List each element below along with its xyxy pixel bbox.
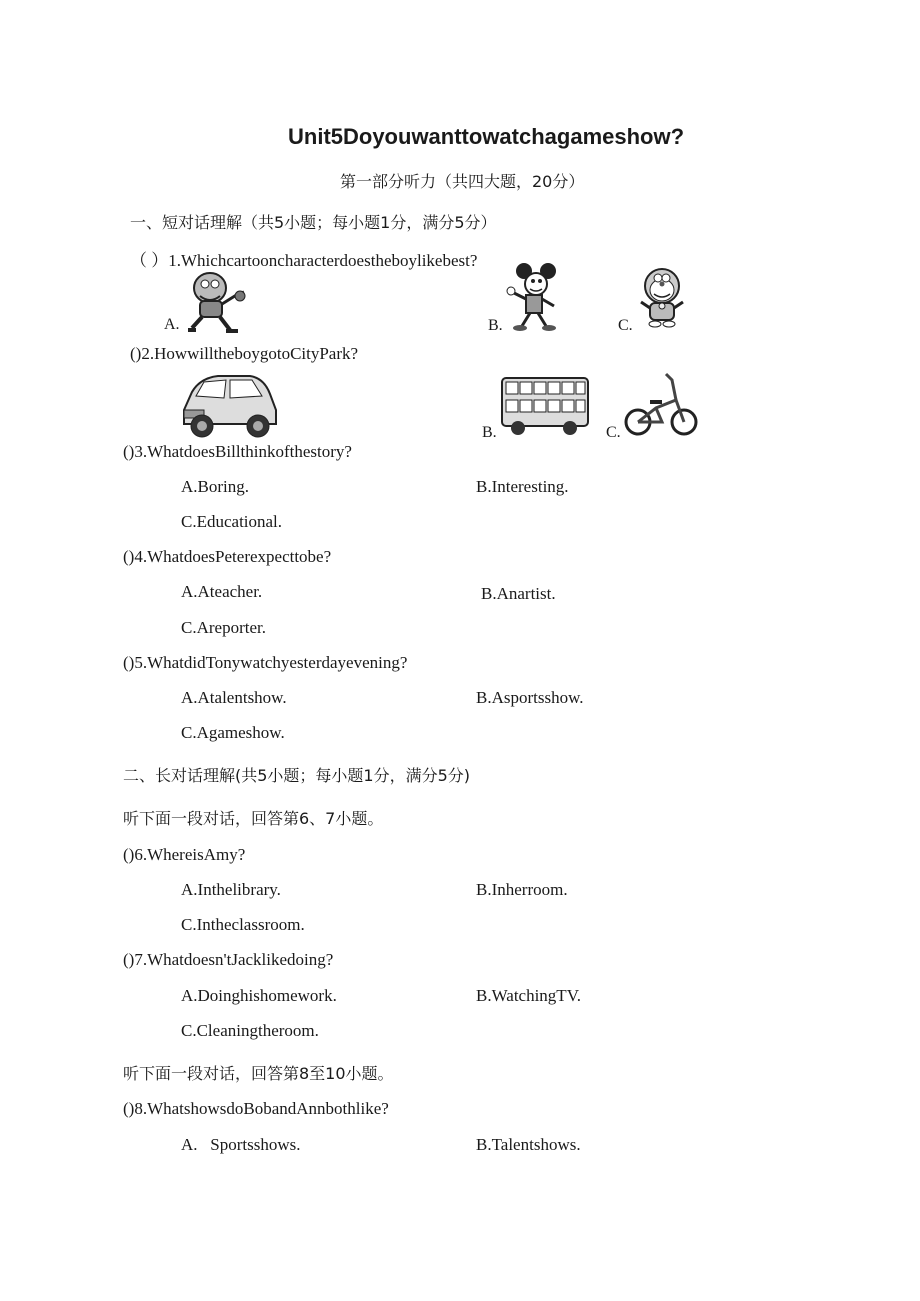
question-7: ()7.Whatdoesn'tJacklikedoing?	[123, 950, 334, 969]
question-2: ()2.HowwilltheboygotoCityPark?	[130, 344, 359, 363]
question-5: ()5.WhatdidTonywatchyesterdayevening?	[123, 653, 408, 672]
option-b: B.Talentshows.	[476, 1135, 581, 1154]
question-1: （ ）1.Whichcartooncharacterdoestheboylikebest?	[130, 251, 478, 270]
section2-intro-2: 听下面一段对话，回答第8至10小题。	[123, 1064, 394, 1083]
section2-heading: 二、长对话理解(共5小题；每小题1分，满分5分)	[123, 766, 471, 785]
bicycle-icon	[622, 370, 700, 440]
cartoon-character-icon	[180, 268, 250, 334]
option-label-c: C.	[618, 317, 633, 334]
section1-heading: 一、短对话理解（共5小题；每小题1分，满分5分）	[130, 213, 497, 232]
section2-intro-1: 听下面一段对话，回答第6、7小题。	[123, 809, 384, 828]
question-6: ()6.WhereisAmy?	[123, 845, 246, 864]
section-subtitle: 第一部分听力（共四大题，20分）	[340, 172, 585, 191]
option-c: C.Agameshow.	[181, 723, 285, 742]
option-b: B.Inherroom.	[476, 880, 568, 899]
question-8: ()8.WhatshowsdoBobandAnnbothlike?	[123, 1099, 389, 1118]
option-c: C.Educational.	[181, 512, 283, 531]
option-label-a: A.	[164, 316, 180, 333]
option-b: B.Asportsshow.	[476, 688, 584, 707]
page-title: Unit5Doyouwanttowatchagameshow?	[288, 124, 685, 149]
mickey-mouse-icon	[502, 262, 562, 334]
option-a: A. Sportsshows.	[181, 1135, 301, 1154]
option-b: B.Interesting.	[476, 477, 569, 496]
option-a: A.Boring.	[181, 477, 249, 496]
option-a: A.Doinghishomework.	[181, 986, 337, 1005]
option-b: B.Anartist.	[481, 584, 556, 603]
option-a: A.Atalentshow.	[181, 688, 287, 707]
option-c: C.Intheclassroom.	[181, 915, 305, 934]
option-label-b: B.	[482, 424, 497, 441]
question-4: ()4.WhatdoesPeterexpecttobe?	[123, 547, 332, 566]
doraemon-icon	[636, 266, 688, 330]
option-c: C.Areporter.	[181, 618, 266, 637]
option-a: A.Ateacher.	[181, 582, 263, 601]
question-3: ()3.WhatdoesBillthinkofthestory?	[123, 442, 352, 461]
option-label-c: C.	[606, 424, 621, 441]
option-label-b: B.	[488, 317, 503, 334]
car-icon	[178, 370, 280, 440]
option-b: B.WatchingTV.	[476, 986, 582, 1005]
option-a: A.Inthelibrary.	[181, 880, 281, 899]
double-decker-bus-icon	[500, 374, 590, 436]
option-c: C.Cleaningtheroom.	[181, 1021, 319, 1040]
